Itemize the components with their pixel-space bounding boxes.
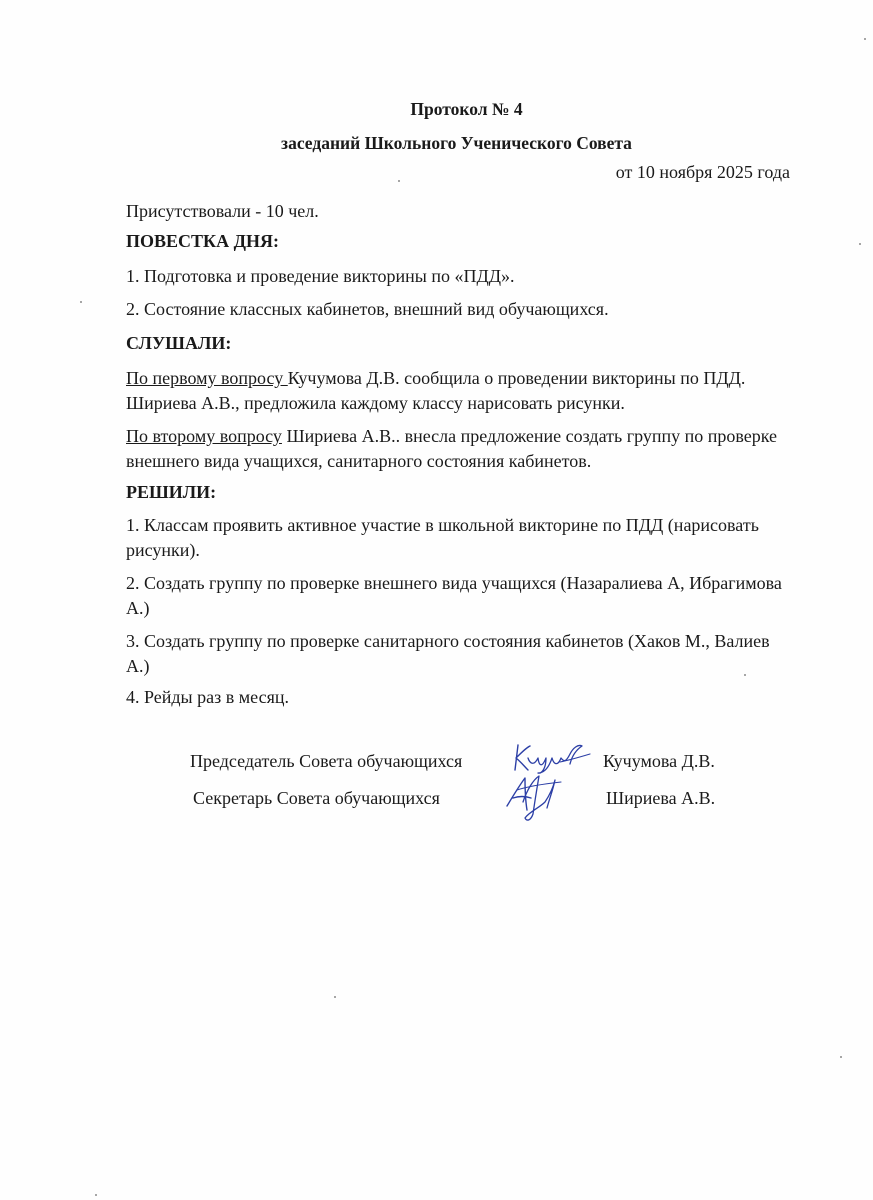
document-subtitle: заседаний Школьного Ученического Совета xyxy=(281,133,632,153)
agenda-item-1: 1. Подготовка и проведение викторины по «ПДД». xyxy=(126,266,515,286)
secretary-signature xyxy=(503,772,565,824)
scan-speck xyxy=(840,1056,842,1058)
document-date: от 10 ноября 2025 года xyxy=(615,162,790,182)
secretary-label: Секретарь Совета обучающихся xyxy=(193,788,440,808)
heard-question-2-text: Шириева А.В.. внесла предложение создать группу по проверке внешнего вида учащихся, санитарного состояния кабинетов. xyxy=(126,426,778,471)
scan-speck xyxy=(334,996,336,998)
heard-question-1-text: Кучумова Д.В. сообщила о проведении викторины по ПДД. Шириева А.В., предложила каждому классу нарисовать рисунки. xyxy=(126,368,746,413)
scan-speck xyxy=(859,243,861,245)
agenda-heading: ПОВЕСТКА ДНЯ: xyxy=(126,231,279,251)
scan-speck xyxy=(95,1194,97,1196)
document-title: Протокол № 4 xyxy=(410,99,523,119)
attendance-line: Присутствовали - 10 чел. xyxy=(126,201,319,221)
decision-item-4: 4. Рейды раз в месяц. xyxy=(126,687,289,707)
chair-signature xyxy=(512,740,592,776)
chair-label: Председатель Совета обучающихся xyxy=(190,751,463,771)
secretary-name: Шириева А.В. xyxy=(606,788,716,808)
decision-item-3: 3. Создать группу по проверке санитарного состояния кабинетов (Хаков М., Валиев А.) xyxy=(126,631,770,676)
heard-heading: СЛУШАЛИ: xyxy=(126,333,232,353)
heard-question-1-label: По первому вопросу xyxy=(126,368,288,388)
scan-speck xyxy=(398,180,400,182)
heard-question-2-label: По второму вопросу xyxy=(126,426,282,446)
decided-heading: РЕШИЛИ: xyxy=(126,482,217,502)
heard-question-1 xyxy=(126,366,786,416)
scan-speck xyxy=(864,38,866,40)
decision-item-2: 2. Создать группу по проверке внешнего вида учащихся (Назаралиева А, Ибрагимова А.) xyxy=(126,573,782,618)
scan-speck xyxy=(744,674,746,676)
agenda-item-2: 2. Состояние классных кабинетов, внешний вид обучающихся. xyxy=(126,299,609,319)
scan-speck xyxy=(80,301,82,303)
decision-item-1: 1. Классам проявить активное участие в школьной викторине по ПДД (нарисовать рисунки). xyxy=(126,515,759,560)
heard-question-2 xyxy=(126,424,786,474)
chair-name: Кучумова Д.В. xyxy=(603,751,715,771)
